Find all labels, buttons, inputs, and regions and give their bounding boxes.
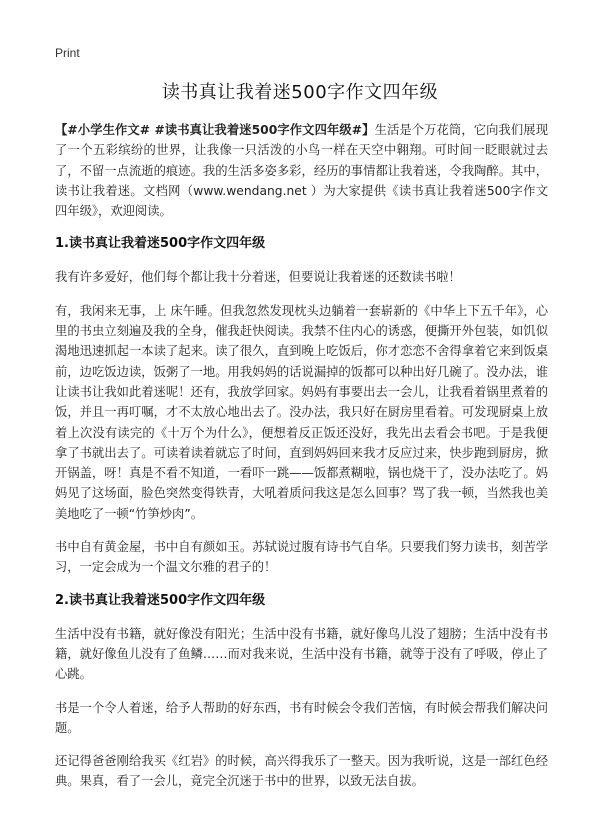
article-body bbox=[55, 120, 548, 805]
section-heading-1: 1.读书真让我着迷500字作文四年级 bbox=[55, 236, 266, 252]
print-link[interactable]: Print bbox=[55, 46, 80, 60]
section-1-paragraph: 有，我闲来无事，上 床午睡。但我忽然发现枕头边躺着一套崭新的《中华上下五千年》，心里的书虫立刻遍及我的全身，催我赶快阅读。我禁不住内心的诱惑，便撕开外包装，如饥似渴地迅速抓起一本读了起来。读了很久，直到晚上吃饭后，你才恋恋不舍得拿着它来到饭桌前，边吃饭边读，饭粥了一地。用我妈妈的话说漏掉的饭都可以种出好几碗了。没办法，谁让读书让我如此着迷呢！还有，我放学回家。妈妈有事要出去一会儿，让我看着锅里煮着的饭，并且一再叮嘱，才不太放心地出去了。没办法，我只好在厨房里看着。可发现厨桌上放着上次没有读完的《十万个为什么》，便想着反正饭还没好，我先出去看会书吧。于是我便拿了书就出去了。可读着读着就忘了时间，直到妈妈回来我才反应过来，快步跑到厨房，掀开锅盖，呀！真是不看不知道，一看吓一跳——饭都煮糊啦，锅也烧干了，没办法吃了。妈妈见了这场面，脸色突然变得铁青，大吼着质问我这是怎么回事？骂了我一顿，当然我也美美地吃了一顿“竹笋炒肉”。 bbox=[55, 303, 548, 521]
page-title: 读书真让我着迷500字作文四年级 bbox=[161, 82, 439, 103]
intro-paragraph bbox=[55, 120, 548, 221]
section-1-paragraph: 我有许多爱好，他们每个都让我十分着迷，但要说让我着迷的还数读书啦！ bbox=[55, 270, 461, 285]
section-2-paragraph: 还记得爸爸刚给我买《红岩》的时候，高兴得我乐了一整天。因为我听说，这是一部红色经典。果真，看了一会儿，竟完全沉迷于书中的世界，以致无法自拔。 bbox=[55, 754, 548, 789]
section-2-paragraph: 书是一个令人着迷，给予人帮助的好东西，书有时候会令我们苦恼，有时候会帮我们解决问题。 bbox=[55, 700, 548, 735]
intro-tag: 【#小学生作文# #读书真让我着迷500字作文四年级#】 bbox=[55, 123, 375, 137]
section-2-paragraph: 生活中没有书籍，就好像没有阳光；生活中没有书籍，就好像鸟儿没了翅膀；生活中没有书籍，就好像鱼儿没有了鱼鳞……而对我来说，生活中没有书籍，就等于没有了呼吸，停止了心跳。 bbox=[55, 626, 548, 682]
intro-text: 生活是个万花筒，它向我们展现了一个五彩缤纷的世界，让我像一只活泼的小鸟一样在天空中翱翔。可时间一眨眼就过去了，不留一点流逝的痕迹。我的生活多姿多彩，经历的事情都让我着迷，令我陶醉。其中，读书让我着迷。文档网（www.wendang.net ）为大家提供《读书真让我着迷500字作文四年级》，欢迎阅读。 bbox=[55, 123, 548, 219]
section-heading-2: 2.读书真让我着迷500字作文四年级 bbox=[55, 592, 266, 608]
section-1-paragraph: 书中自有黄金屋，书中自有颜如玉。苏轼说过腹有诗书气自华。只要我们努力读书，刻苦学习，一定会成为一个温文尔雅的君子的！ bbox=[55, 540, 548, 575]
